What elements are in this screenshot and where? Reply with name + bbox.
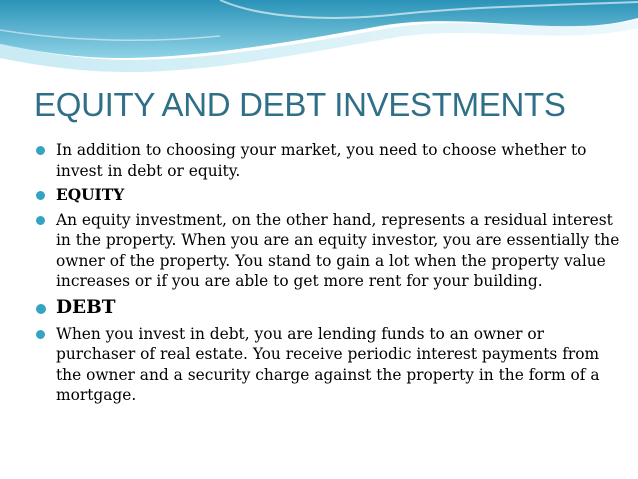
bullet-dot-icon	[36, 330, 45, 339]
bullet-dot-icon	[36, 216, 45, 225]
bullet-text: When you invest in debt, you are lending funds to an owner or purchaser of real estate. You receive periodic interest payments from the owner and a security charge against the property in the form of a mortgage.	[56, 324, 600, 404]
bullet-text: DEBT	[56, 296, 116, 318]
bullet-dot-icon	[36, 146, 45, 155]
bullet-text: In addition to choosing your market, you need to choose whether to invest in debt or equity.	[56, 141, 587, 180]
bullet-text: EQUITY	[56, 186, 125, 204]
header-wave-decoration	[0, 0, 638, 80]
list-item	[34, 324, 624, 406]
list-item	[34, 140, 624, 181]
bullet-dot-icon	[36, 191, 45, 200]
bullet-dot-icon	[36, 304, 46, 314]
bullet-text: An equity investment, on the other hand, represents a residual interest in the property. When you are an equity investor, you are essentially the owner of the property. You stand to gain a lot when the property value increases or if you are able to get more rent for your building.	[56, 210, 620, 290]
list-item	[34, 210, 624, 292]
bullet-list	[34, 140, 624, 410]
list-item	[34, 296, 624, 320]
page-title: EQUITY AND DEBT INVESTMENTS	[34, 86, 566, 123]
list-item	[34, 185, 624, 206]
